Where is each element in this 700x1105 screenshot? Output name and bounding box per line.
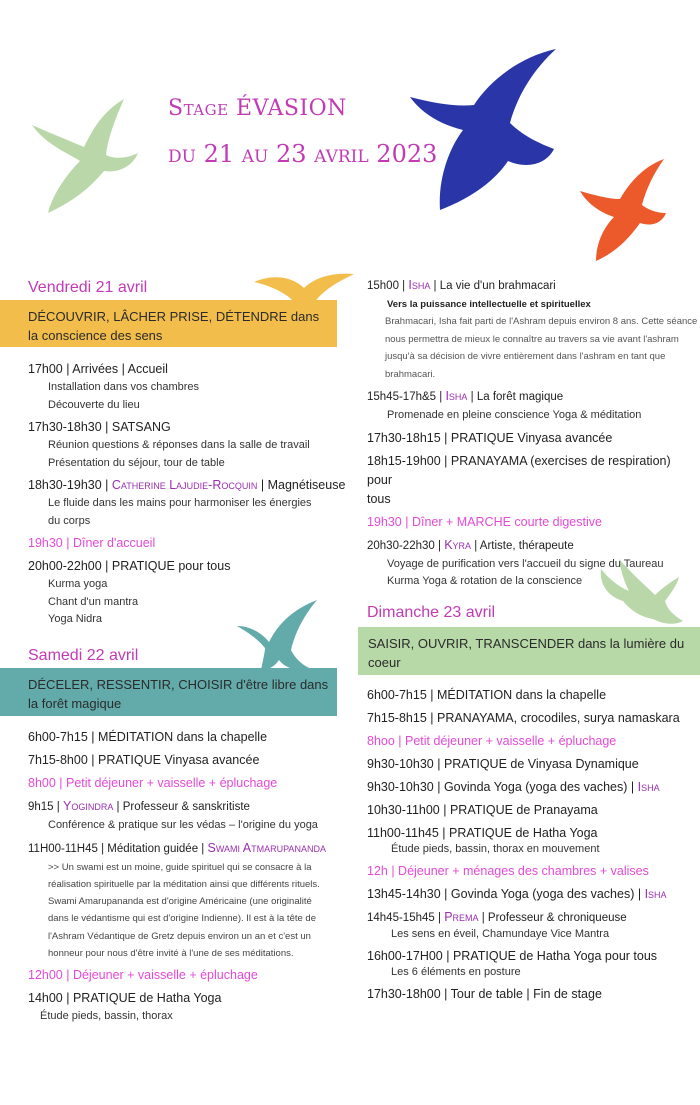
speaker-name: Kyra: [444, 537, 472, 552]
schedule-item: 17h00 | Arrivées | Accueil Installation dans vos chambres Découverte du lieu: [28, 360, 348, 414]
item-detail: Présentation du séjour, tour de table: [48, 456, 225, 469]
item-time: 18h30-19h30: [28, 478, 102, 492]
item-time: 9h30-10h30: [367, 757, 434, 771]
item-detail: du corps: [48, 514, 91, 527]
schedule-item: 7h15-8h15 | PRANAYAMA, crocodiles, surya namaskara: [367, 711, 680, 725]
page-title: Stage ÉVASION: [168, 96, 347, 121]
friday-theme-band: DÉCOUVRIR, LÂCHER PRISE, DÉTENDRE dans la conscience des sens: [0, 300, 337, 347]
item-detail: Chant d'un mantra: [48, 595, 139, 608]
schedule-item: 9h30-10h30 | Govinda Yoga (yoga des vaches) | Isha: [367, 780, 660, 794]
schedule-item: 18h15-19h00 | PRANAYAMA (exercises de respiration) pour tous: [367, 452, 697, 509]
item-subtitle: Vers la puissance intellectuelle et spiritueIlex: [387, 299, 591, 310]
schedule-item: 17h30-18h30 | SATSANG Réunion questions & réponses dans la salle de travail Présentation du séjour, tour de table: [28, 418, 348, 472]
item-time: 17h30-18h30: [28, 420, 102, 434]
item-detail: Kurma yoga: [48, 578, 108, 590]
schedule-item: 18h30-19h30 | Catherine Lajudie-Rocquin | Magnétiseuse Le fluide dans les mains pour harmoniser les énergies du corps: [28, 476, 348, 530]
item-time: 15h00: [367, 280, 399, 292]
item-note: Swami Amarupananda est d'origine Américaine (une originalité: [48, 896, 312, 908]
item-label: Govinda Yoga (yoga des vaches) |: [450, 887, 642, 901]
speaker-name: Catherine Lajudie-Rocquin: [111, 478, 258, 492]
item-label: Professeur & sanskritiste: [122, 801, 250, 813]
item-detail: Voyage de purification vers l'accueil du signe du Taureau: [387, 557, 664, 570]
item-time: 18h15-19h00: [367, 453, 441, 468]
item-time: 9h30-10h30: [367, 780, 434, 794]
item-label: PRATIQUE de Vinyasa Dynamique: [443, 757, 639, 771]
saturday-theme-band: DÉCELER, RESSENTIR, CHOISIR d'être libre dans la forêt magique: [0, 668, 337, 716]
schedule-item: 20h00-22h00 | PRATIQUE pour tous Kurma yoga Chant d'un mantra Yoga Nidra: [28, 557, 348, 629]
schedule-item: 6h00-7h15 | MÉDITATION dans la chapelle: [28, 730, 268, 744]
meal-line: 19h30 | Dîner + MARCHE courte digestive: [367, 514, 602, 529]
item-label: Magnétiseuse: [267, 478, 346, 492]
item-time: 15h45-17h&5: [367, 391, 437, 403]
item-note: >> Un swami est un moine, guide spirituel qui se consacre à la: [48, 861, 312, 873]
schedule-item: [28, 534, 348, 553]
item-detail: Yoga Nidra: [48, 613, 103, 625]
item-note: brahmacari.: [385, 368, 436, 380]
item-detail: Promenade en pleine conscience Yoga & méditation: [387, 409, 642, 421]
item-time: 11h00-11h45: [367, 826, 439, 840]
schedule-item: 9h15 | Yogindra | Professeur & sanskritiste Conférence & pratique sur les védas – l'origine du yoga: [28, 797, 348, 835]
date-range: du 21 au 23 avril 2023: [168, 140, 438, 168]
item-detail: Découverte du lieu: [48, 398, 140, 411]
schedule-item: 14h45-15h45 | Prema | Professeur & chroniqueuse Les sens en éveil, Chamundaye Vice Mantra: [367, 908, 697, 941]
sunday-schedule: [367, 686, 697, 1008]
item-time: 6h00-7h15: [28, 730, 88, 744]
schedule-item: 17h30-18h15 | PRATIQUE Vinyasa avancée: [367, 430, 613, 445]
item-note: réalisation spirituelle par la méditation ainsi que différents rituels.: [48, 878, 320, 890]
item-label: MÉDITATION dans la chapelle: [436, 688, 607, 702]
orange-bird-icon: [578, 155, 668, 265]
meal-line: 12h00 | Déjeuner + vaisselle + épluchage: [28, 968, 258, 983]
item-label: Govinda Yoga (yoga des vaches) |: [443, 780, 635, 794]
schedule-item: 6h00-7h15 | MÉDITATION dans la chapelle: [367, 688, 607, 702]
item-label: PRATIQUE de Pranayama: [449, 803, 598, 817]
meal-line: 8h00 | Petit déjeuner + vaisselle + épluchage: [28, 776, 278, 790]
speaker-name: Prema: [444, 910, 479, 924]
schedule-item: 7h15-8h00 | PRATIQUE Vinyasa avancée: [28, 753, 260, 767]
sunday-title: Dimanche 23 avril: [367, 604, 496, 621]
saturday-schedule-right: [367, 276, 697, 595]
item-time: 14h45-15h45: [367, 912, 435, 924]
item-detail: Kurma Yoga & rotation de la conscience: [387, 575, 583, 587]
schedule-item: 14h00 | PRATIQUE de Hatha Yoga Étude pieds, bassin, thorax: [28, 989, 348, 1026]
item-detail: Étude pieds, bassin, thorax: [40, 1010, 173, 1023]
item-note: honneur pour nous d'être invité à l'une de ses méditations.: [48, 947, 294, 959]
schedule-item: [367, 732, 697, 751]
schedule-item: 17h30-18h00 | Tour de table | Fin de stage: [367, 987, 602, 1001]
item-label: Professeur & chroniqueuse: [487, 912, 627, 924]
friday-schedule: [28, 360, 348, 633]
item-label: Méditation guidée: [107, 842, 199, 855]
schedule-item: [28, 966, 348, 985]
meal-line: 19h30 | Dîner d'accueil: [28, 536, 156, 550]
item-note: dans le védantisme qui est d'origine Indienne). Il est à la tête de: [48, 913, 316, 925]
item-label: PRATIQUE de Hatha Yoga: [449, 826, 598, 840]
item-label: PRATIQUE de Hatha Yoga: [72, 991, 222, 1006]
item-label: SATSANG: [111, 420, 171, 434]
item-time: 9h15: [28, 801, 54, 813]
speaker-name: Isha: [637, 780, 660, 794]
item-detail: Réunion questions & réponses dans la salle de travail: [48, 439, 310, 451]
item-time: 10h30-11h00: [367, 803, 440, 817]
saturday-schedule-left: [28, 728, 348, 1030]
item-detail: Conférence & pratique sur les védas – l'origine du yoga: [48, 819, 318, 831]
schedule-item: 15h45-17h&5 | Isha | La forêt magique Promenade en pleine conscience Yoga & méditation: [367, 387, 697, 425]
friday-title: Vendredi 21 avril: [28, 279, 148, 296]
item-label: PRANAYAMA, crocodiles, surya namaskara: [436, 711, 680, 725]
item-detail: Le fluide dans les mains pour harmoniser les énergies: [48, 497, 312, 509]
item-time: 7h15-8h15: [367, 711, 427, 725]
item-note: l'Ashram Védantique de Gretz depuis environ un an et c'est un: [48, 930, 311, 942]
schedule-item: [367, 513, 697, 532]
item-detail: Les 6 éléments en posture: [391, 966, 521, 978]
item-time: 17h30-18h00: [367, 987, 441, 1001]
schedule-item: 20h30-22h30 | Kyra | Artiste, thérapeute Voyage de purification vers l'accueil du signe du Taureau Kurma Yoga & rotation de la conscience: [367, 536, 697, 591]
blue-bird-icon: [408, 45, 558, 215]
schedule-item: 15h00 | Isha | La vie d'un brahmacari Vers la puissance intellectuelle et spiritueIlex Brahmacari, Isha fait parti de l'Ashram depuis environ 8 ans. Cette séance nous permettra de mieux le connaître au travers sa vie avant l'ashram jusqu'à sa décision de vivre entièrement dans l'ashram en tant que brahmacari.: [367, 276, 697, 383]
schedule-item: 9h30-10h30 | PRATIQUE de Vinyasa Dynamique: [367, 757, 639, 771]
meal-line: 12h | Déjeuner + ménages des chambres + valises: [367, 864, 649, 878]
speaker-name: Swami Atmarupananda: [207, 840, 326, 855]
schedule-item: 11H00-11H45 | Méditation guidée | Swami Atmarupananda >> Un swami est un moine, guide spirituel qui se consacre à la réalisation spirituelle par la méditation ainsi que différents rituels. Swami Amarupananda est d'origine Américaine (une originalité dans le védantisme qui est d'origine Indienne). Il est à la tête de l'Ashram Védantique de Gretz depuis environ un an et c'est un honneur pour nous d'être invité à l'une de ses méditations.: [28, 839, 348, 963]
item-label: Artiste, thérapeute: [479, 539, 574, 552]
item-detail: Étude pieds, bassin, thorax en mouvement: [391, 843, 600, 855]
speaker-name: Isha: [408, 278, 431, 292]
schedule-item: [28, 774, 348, 793]
schedule-item: 11h00-11h45 | PRATIQUE de Hatha Yoga Étude pieds, bassin, thorax en mouvement: [367, 824, 697, 856]
schedule-item: 13h45-14h30 | Govinda Yoga (yoga des vaches) | Isha: [367, 887, 667, 901]
schedule-item: 16h00-17H00 | PRATIQUE de Hatha Yoga pour tous Les 6 éléments en posture: [367, 947, 697, 979]
item-label: La vie d'un brahmacari: [439, 280, 556, 292]
item-label: PRATIQUE Vinyasa avancée: [97, 753, 260, 767]
item-time: 17h00: [28, 362, 63, 376]
item-detail: Les sens en éveil, Chamundaye Vice Mantra: [391, 928, 610, 940]
item-label: Tour de table | Fin de stage: [450, 987, 602, 1001]
item-label-continued: tous: [367, 491, 391, 506]
item-label: MÉDITATION dans la chapelle: [97, 730, 268, 744]
item-time: 20h30-22h30: [367, 539, 435, 552]
sunday-theme-band: SAISIR, OUVRIR, TRANSCENDER dans la lumière du coeur: [358, 627, 700, 675]
item-label: PRANAYAMA (exercises de respiration) pour: [367, 453, 671, 487]
green-bird-icon: [28, 95, 143, 225]
schedule-item: 10h30-11h00 | PRATIQUE de Pranayama: [367, 803, 598, 817]
speaker-name: Isha: [445, 389, 468, 403]
item-label: Arrivées | Accueil: [72, 362, 168, 376]
item-label: PRATIQUE Vinyasa avancée: [450, 430, 613, 445]
item-detail: Installation dans vos chambres: [48, 381, 200, 393]
item-label: PRATIQUE pour tous: [111, 559, 231, 573]
item-time: 6h00-7h15: [367, 688, 427, 702]
item-note: Brahmacari, Isha fait parti de l'Ashram depuis environ 8 ans. Cette séance: [385, 316, 698, 327]
item-time: 7h15-8h00: [28, 753, 88, 767]
speaker-name: Yogindra: [62, 799, 114, 813]
item-time: 13h45-14h30: [367, 887, 441, 901]
item-time: 14h00: [28, 991, 63, 1006]
item-time: 20h00-22h00: [28, 559, 102, 573]
item-time: 11H00-11H45: [28, 842, 98, 855]
schedule-item: [367, 862, 697, 881]
saturday-title: Samedi 22 avril: [28, 647, 139, 664]
meal-line: 8hoo | Petit déjeuner + vaisselle + épluchage: [367, 734, 617, 748]
item-note: jusqu'à sa décision de vivre entièrement dans l'ashram en tant que: [385, 351, 666, 362]
item-note: nous permettra de mieux le connaître au travers sa vie avant l'ashram: [385, 333, 679, 345]
item-time: 17h30-18h15: [367, 430, 441, 445]
speaker-name: Isha: [644, 887, 667, 901]
item-label: La forêt magique: [476, 391, 564, 403]
item-time: 16h00-17H00: [367, 949, 443, 963]
item-label: PRATIQUE de Hatha Yoga pour tous: [452, 949, 658, 963]
